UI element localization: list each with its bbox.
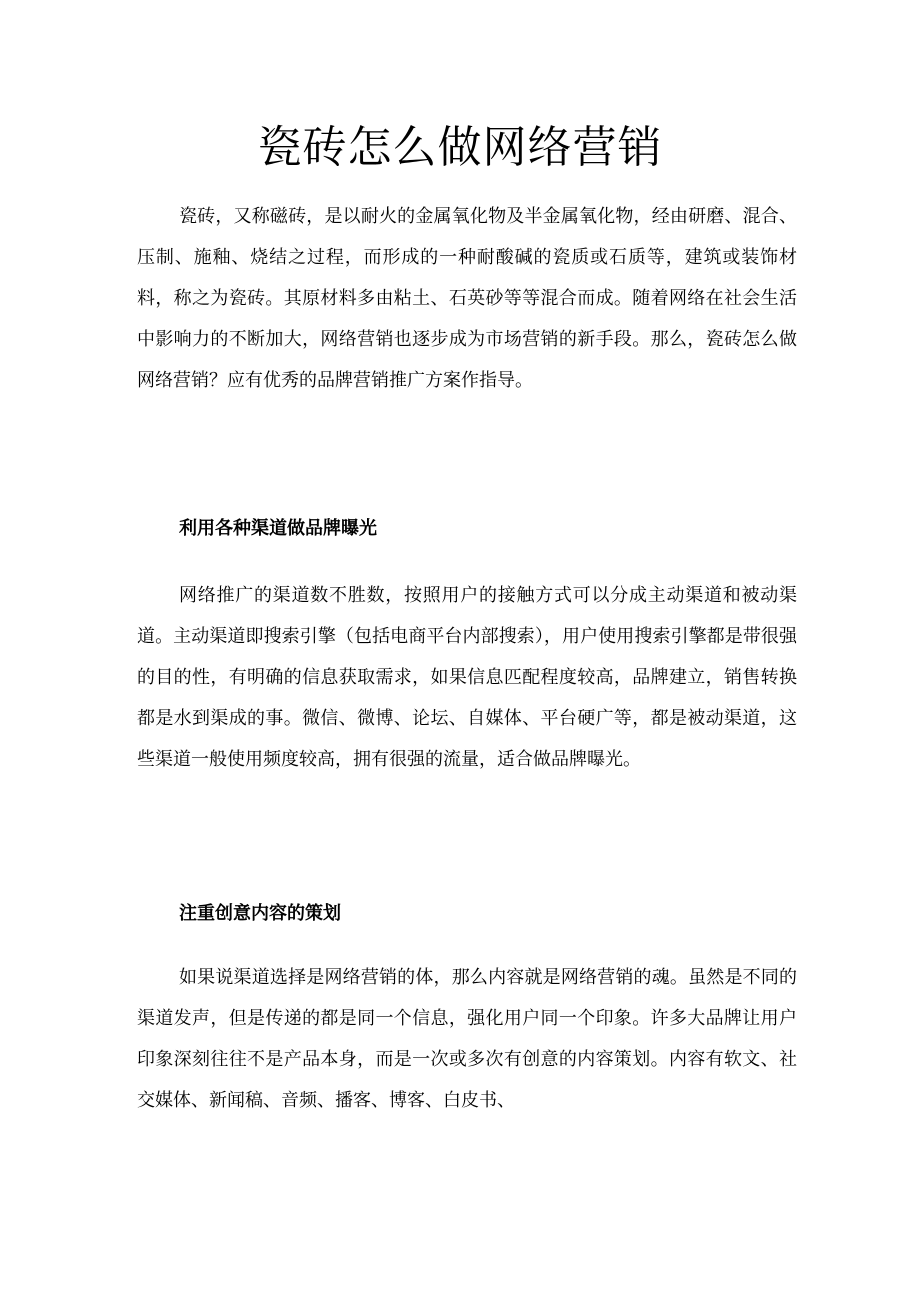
section-body-brand-exposure: 网络推广的渠道数不胜数，按照用户的接触方式可以分成主动渠道和被动渠道。主动渠道即搜索引擎（包括电商平台内部搜索），用户使用搜索引擎都是带很强的目的性，有明确的信息获取需求，如果信息匹配程度较高，品牌建立，销售转换都是水到渠成的事。微信、微博、论坛、自媒体、平台硬广等，都是被动渠道，这些渠道一般使用频度较高，拥有很强的流量，适合做品牌曝光。 bbox=[137, 585, 797, 770]
document-title: 瓷砖怎么做网络营销 bbox=[257, 122, 663, 173]
intro-paragraph: 瓷砖，又称磁砖，是以耐火的金属氧化物及半金属氧化物，经由研磨、混合、压制、施釉、烧结之过程，而形成的一种耐酸碱的瓷质或石质等，建筑或装饰材料，称之为瓷砖。其原材料多由粘土、石英砂等等混合而成。随着网络在社会生活中影响力的不断加大，网络营销也逐步成为市场营销的新手段。那么，瓷砖怎么做网络营销？应有优秀的品牌营销推广方案作指导。 bbox=[137, 206, 797, 391]
section-heading-brand-exposure: 利用各种渠道做品牌曝光 bbox=[179, 518, 377, 539]
section-heading-creative-content: 注重创意内容的策划 bbox=[179, 903, 341, 924]
section-body-creative-content: 如果说渠道选择是网络营销的体，那么内容就是网络营销的魂。虽然是不同的渠道发声，但是传递的都是同一个信息，强化用户同一个印象。许多大品牌让用户印象深刻往往不是产品本身，而是一次或多次有创意的内容策划。内容有软文、社交媒体、新闻稿、音频、播客、博客、白皮书、 bbox=[137, 967, 797, 1111]
